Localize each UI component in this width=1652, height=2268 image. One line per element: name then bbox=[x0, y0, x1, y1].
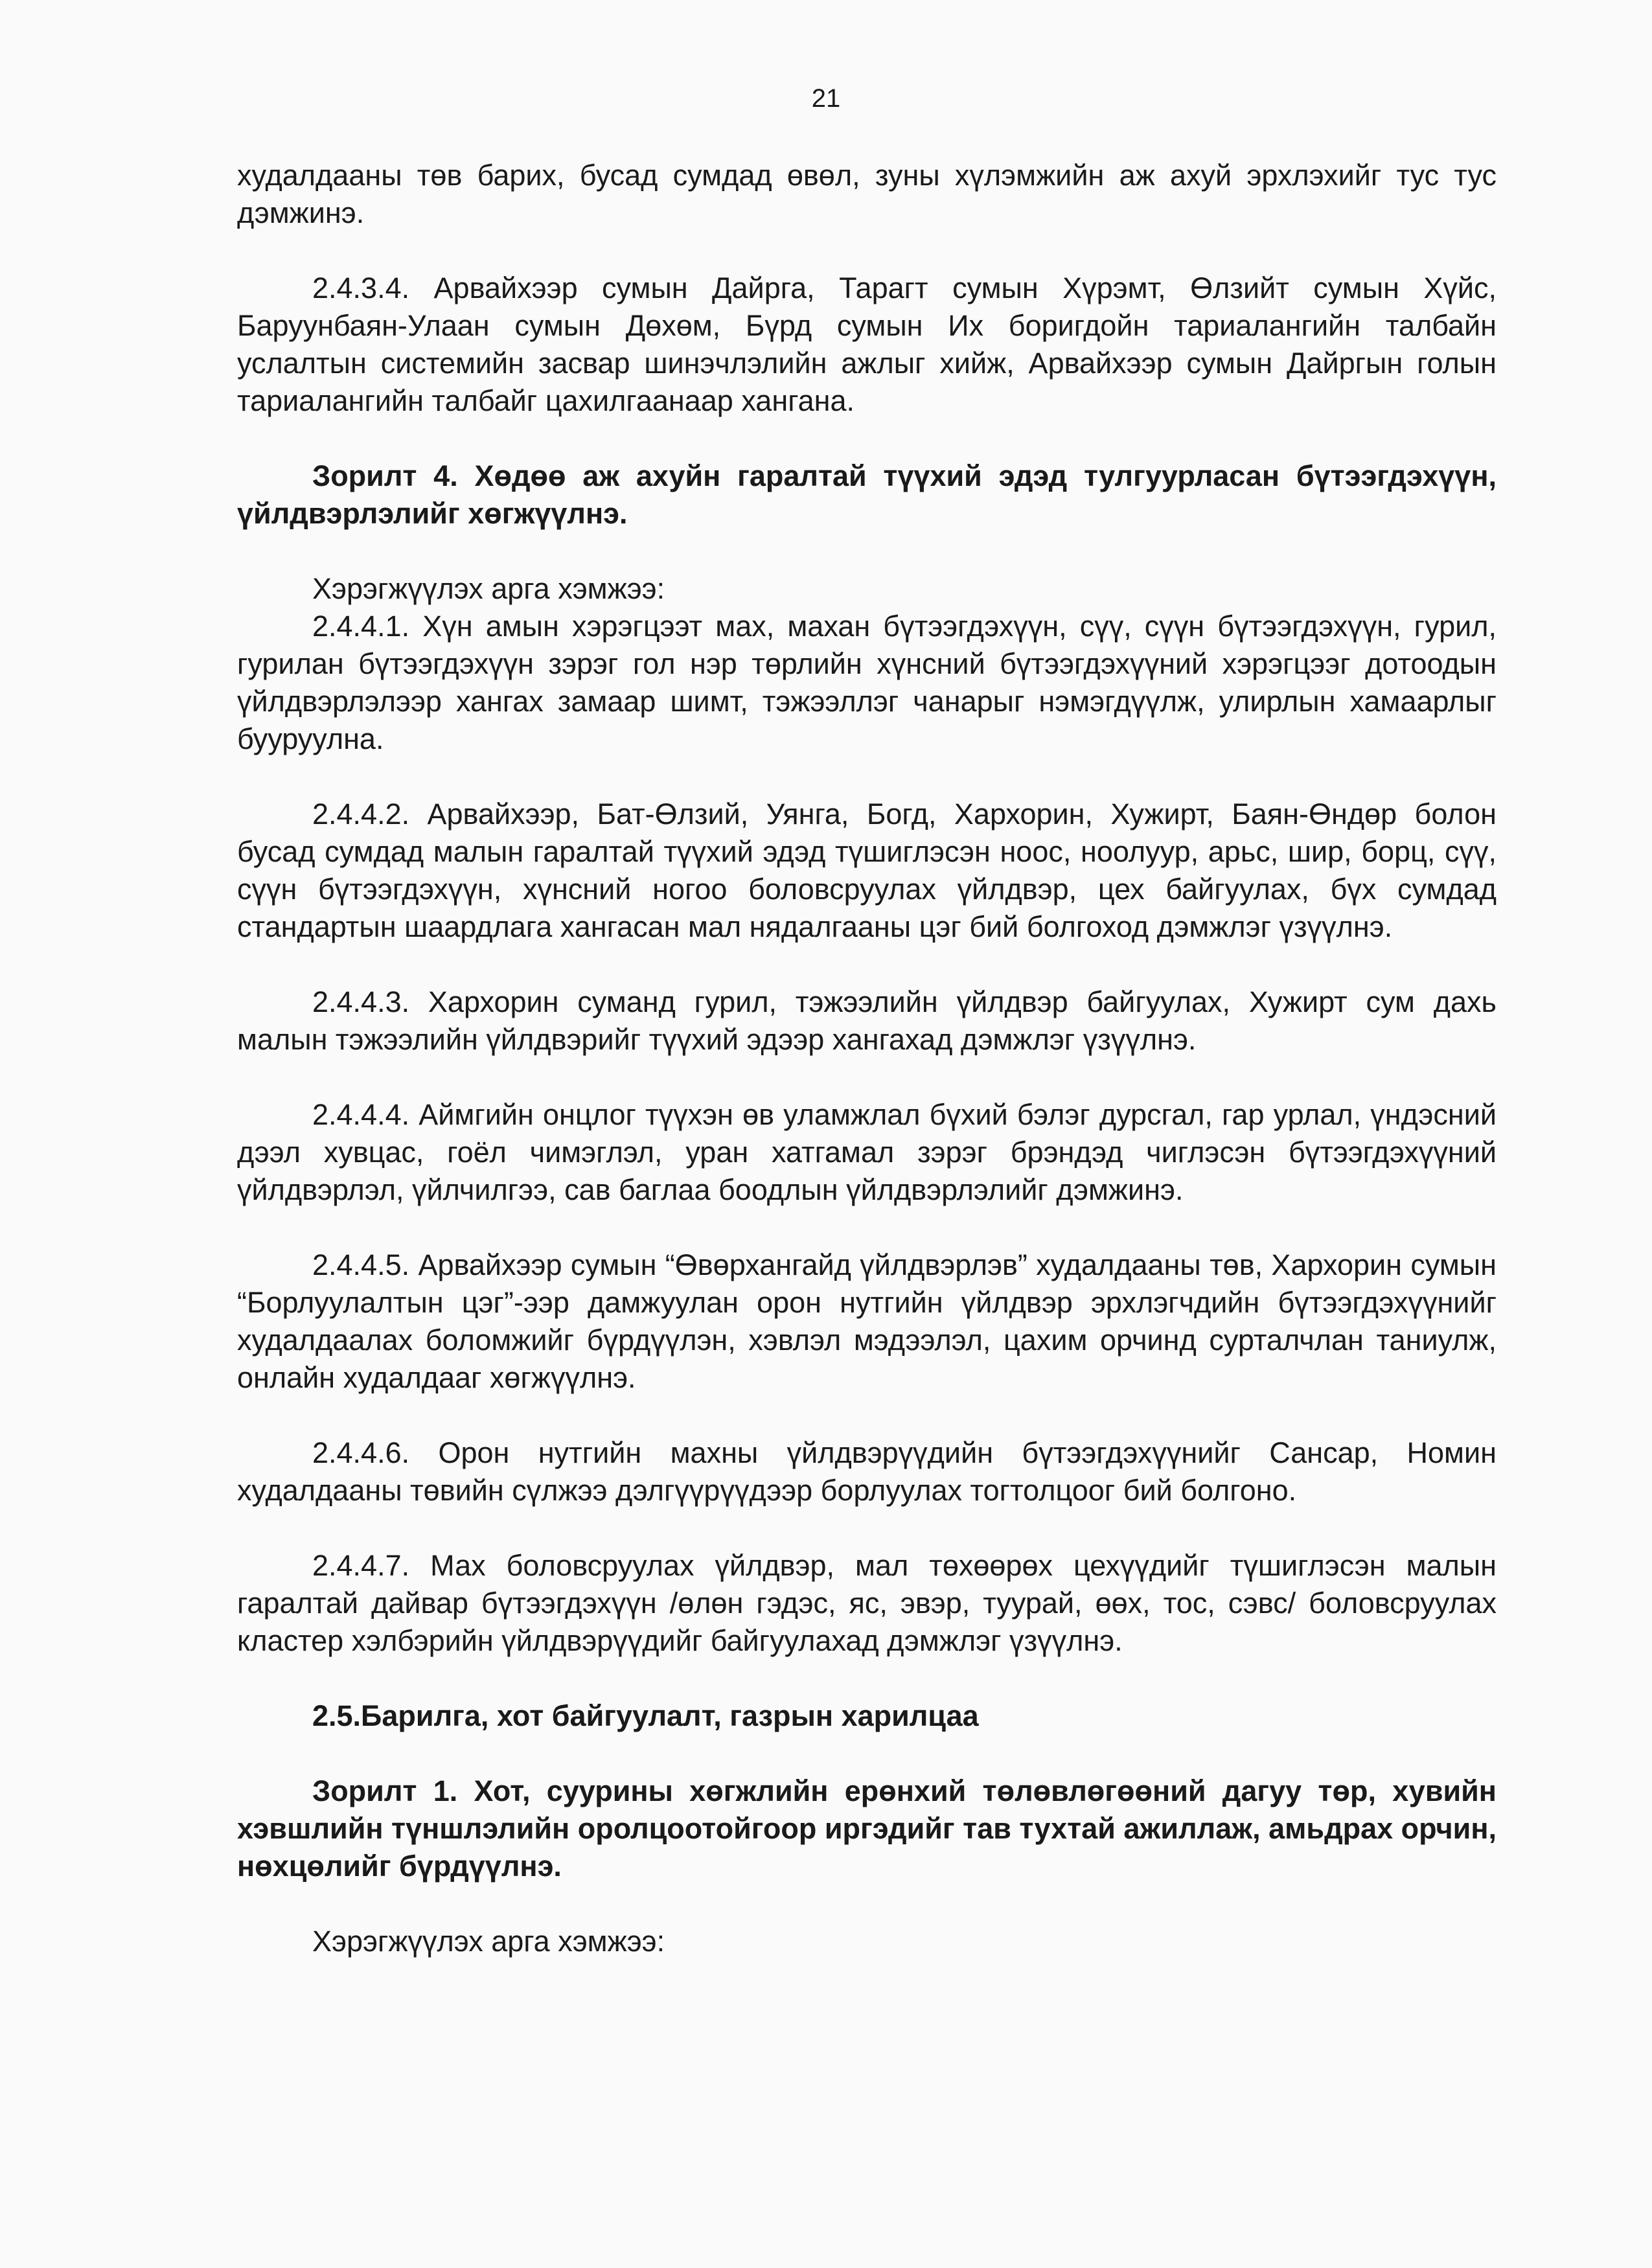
paragraph-2-4-4-4: 2.4.4.4. Аймгийн онцлог түүхэн өв уламжлал бүхий бэлэг дурсгал, гар урлал, үндэсний дээл хувцас, гоёл чимэглэл, уран хатгамал зэрэг брэндэд чиглэсэн бүтээгдэхүүний үйлдвэрлэл, үйлчилгээ, сав баглаа боодлын үйлдвэрлэлийг дэмжинэ. bbox=[237, 1098, 1497, 1206]
measures-label: Хэрэгжүүлэх арга хэмжээ: bbox=[312, 572, 665, 605]
paragraph-2-4-4-5: 2.4.4.5. Арвайхээр сумын “Өвөрхангайд үйлдвэрлэв” худалдааны төв, Хархорин сумын “Борлуулалтын цэг”-ээр дамжуулан орон нутгийн үйлдвэр эрхлэгчдийн бүтээгдэхүүнийг худалдаалах боломжийг бүрдүүлэн, хэвлэл мэдээлэл, цахим орчинд сурталчлан таниулж, онлайн худалдааг хөгжүүлнэ. bbox=[237, 1248, 1497, 1394]
goal-1-heading: Зорилт 1. Хот, суурины хөгжлийн ерөнхий төлөвлөгөөний дагуу төр, хувийн хэвшлийн түншлэлийн оролцоотойгоор иргэдийг тав тухтай ажиллаж, амьдрах орчин, нөхцөлийг бүрдүүлнэ. bbox=[237, 1774, 1497, 1883]
paragraph-2-4-4-6: 2.4.4.6. Орон нутгийн махны үйлдвэрүүдийн бүтээгдэхүүнийг Сансар, Номин худалдааны төвийн сүлжээ дэлгүүрүүдээр борлуулах тогтолцоог бий болгоно. bbox=[237, 1436, 1497, 1507]
page-number: 21 bbox=[811, 84, 841, 113]
paragraph-2-4-3-4: 2.4.3.4. Арвайхээр сумын Дайрга, Тарагт сумын Хүрэмт, Өлзийт сумын Хүйс, Баруунбаян-Улаан сумын Дөхөм, Бүрд сумын Их боригдойн тариалангийн талбайн услалтын системийн засвар шинэчлэлийн ажлыг хийж, Арвайхээр сумын Дайргын голын тариалангийн талбайг цахилгаанаар хангана. bbox=[237, 271, 1497, 417]
document-body bbox=[237, 157, 1497, 1960]
measures-label-2: Хэрэгжүүлэх арга хэмжээ: bbox=[312, 1925, 665, 1958]
paragraph-2-4-4-1: 2.4.4.1. Хүн амын хэрэгцээт мах, махан бүтээгдэхүүн, сүү, сүүн бүтээгдэхүүн, гурил, гурилан бүтээгдэхүүн зэрэг гол нэр төрлийн хүнсний бүтээгдэхүүний хэрэгцээг дотоодын үйлдвэрлэлээр хангах замаар шимт, тэжээллэг чанарыг нэмэгдүүлж, улирлын хамаарлыг бууруулна. bbox=[237, 610, 1497, 755]
section-2-5-heading: 2.5.Барилга, хот байгуулалт, газрын харилцаа bbox=[312, 1699, 979, 1732]
paragraph-continuation: худалдааны төв барих, бусад сумдад өвөл, зуны хүлэмжийн аж ахуй эрхлэхийг тус тус дэмжинэ. bbox=[237, 159, 1497, 229]
goal-4-heading: Зорилт 4. Хөдөө аж ахуйн гаралтай түүхий эдэд тулгуурласан бүтээгдэхүүн, үйлдвэрлэлийг хөгжүүлнэ. bbox=[237, 459, 1497, 530]
paragraph-2-4-4-3: 2.4.4.3. Хархорин суманд гурил, тэжээлийн үйлдвэр байгуулах, Хужирт сум дахь малын тэжээлийн үйлдвэрийг түүхий эдээр хангахад дэмжлэг үзүүлнэ. bbox=[237, 985, 1497, 1056]
paragraph-2-4-4-2: 2.4.4.2. Арвайхээр, Бат-Өлзий, Уянга, Богд, Хархорин, Хужирт, Баян-Өндөр болон бусад сумдад малын гаралтай түүхий эдэд түшиглэсэн ноос, ноолуур, арьс, шир, борц, сүү, сүүн бүтээгдэхүүн, хүнсний ногоо боловсруулах үйлдвэр, цех байгуулах, бүх сумдад стандартын шаардлага хангасан мал нядалгааны цэг бий болгоход дэмжлэг үзүүлнэ. bbox=[237, 797, 1497, 943]
paragraph-2-4-4-7: 2.4.4.7. Мах боловсруулах үйлдвэр, мал төхөөрөх цехүүдийг түшиглэсэн малын гаралтай дайвар бүтээгдэхүүн /өлөн гэдэс, яс, эвэр, туурай, өөх, тос, сэвс/ боловсруулах кластер хэлбэрийн үйлдвэрүүдийг байгуулахад дэмжлэг үзүүлнэ. bbox=[237, 1549, 1497, 1657]
